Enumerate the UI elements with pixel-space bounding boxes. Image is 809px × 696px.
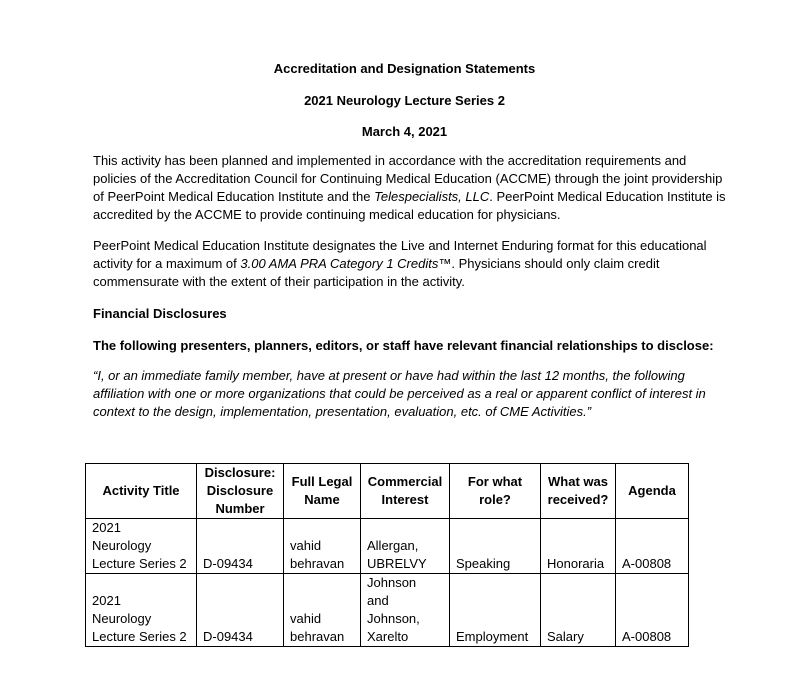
cell-received: Salary [541, 574, 616, 647]
cell-activity [86, 574, 197, 647]
cell-name [284, 519, 361, 574]
cell-line: Allergan, [367, 538, 419, 553]
cell-agenda: A-00808 [616, 519, 689, 574]
cell-line: 2021 [92, 520, 121, 535]
cell-line: Xarelto [367, 629, 409, 644]
header-received: What was received? [541, 464, 616, 519]
cell-line: UBRELVY [367, 556, 427, 571]
header-role: For what role? [450, 464, 541, 519]
header-agenda: Agenda [616, 464, 689, 519]
cell-line: vahid [290, 538, 322, 553]
cell-number: D-09434 [197, 519, 284, 574]
cell-line: Johnson [367, 575, 417, 590]
header-activity-title: Activity Title [86, 464, 197, 519]
cell-line: behravan [290, 629, 345, 644]
disclosure-quote [93, 367, 733, 421]
cell-line: Johnson, [367, 611, 420, 626]
para2-text-italic: 3.00 AMA PRA Category 1 Credits™ [240, 256, 452, 271]
cell-activity [86, 519, 197, 574]
para2-text-c: . Physicians should only claim credit commensurate with the extent of their participation in the activity. [93, 256, 660, 289]
header-full-legal-name: Full Legal Name [284, 464, 361, 519]
cell-role: Speaking [450, 519, 541, 574]
cell-interest [361, 574, 450, 647]
designation-paragraph [93, 237, 733, 291]
cell-line: Lecture Series 2 [92, 629, 187, 644]
cell-line: behravan [290, 556, 345, 571]
document-date: March 4, 2021 [361, 124, 448, 139]
document-subtitle: 2021 Neurology Lecture Series 2 [304, 93, 505, 108]
cell-interest [361, 519, 450, 574]
table-header-row [86, 464, 689, 519]
financial-disclosures-heading: Financial Disclosures [93, 306, 227, 321]
table-row [86, 519, 689, 574]
document-title: Accreditation and Designation Statements [273, 61, 536, 76]
cell-number: D-09434 [197, 574, 284, 647]
cell-received: Honoraria [541, 519, 616, 574]
table-row [86, 574, 689, 647]
cell-name [284, 574, 361, 647]
cell-line: 2021 [92, 593, 121, 608]
cell-agenda: A-00808 [616, 574, 689, 647]
para1-text-c: . PeerPoint Medical Education Institute is accredited by the ACCME to provide continuing medical education for physicians. [93, 189, 726, 222]
cell-line: vahid [290, 611, 322, 626]
quote-text: “I, or an immediate family member, have at present or have had within the last 12 months, the following affiliation with one or more organizations that could be perceived as a real or apparent conflict of interest in context to the design, implementation, presentation, evaluation, etc. of CME Activities.” [93, 368, 706, 419]
cell-line: and [367, 593, 389, 608]
cell-line: Neurology [92, 611, 152, 626]
cell-line: Neurology [92, 538, 152, 553]
cell-line: Lecture Series 2 [92, 556, 187, 571]
header-disclosure-number: Disclosure: Disclosure Number [197, 464, 284, 519]
para2-text-a: PeerPoint Medical Education Institute designates the Live and Internet Enduring format for this educational activity for a maximum of [93, 238, 707, 271]
header-commercial-interest: Commercial Interest [361, 464, 450, 519]
cell-role: Employment [450, 574, 541, 647]
para1-text-a: This activity has been planned and implemented in accordance with the accreditation requirements and policies of the Accreditation Council for Continuing Medical Education (ACCME) through the joint providership of PeerPoint Medical Education Institute and the [93, 153, 723, 204]
disclosure-table [85, 463, 689, 647]
disclosure-heading: The following presenters, planners, editors, or staff have relevant financial relationships to disclose: [93, 338, 714, 353]
accreditation-paragraph [93, 152, 733, 224]
para1-text-italic: Telespecialists, LLC [374, 189, 490, 204]
